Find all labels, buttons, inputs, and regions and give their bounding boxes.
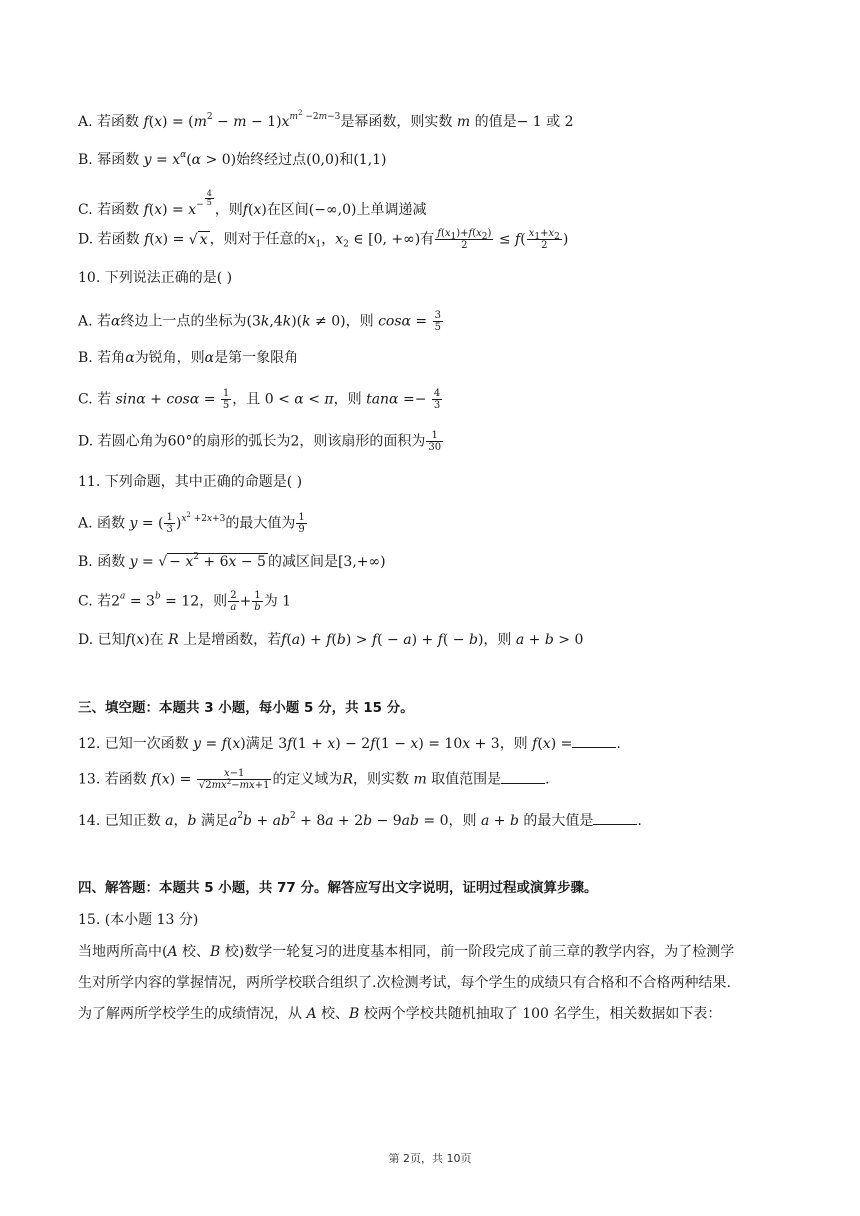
q11-stem: 11. 下列命题，其中正确的命题是( ) bbox=[78, 474, 303, 490]
page-footer: 第 2页，共 10页 bbox=[388, 1152, 472, 1165]
q15-title: 15. (本小题 13 分) bbox=[78, 912, 199, 928]
q13-answer-blank bbox=[501, 769, 545, 784]
q9-option-b: B. 幂函数 $y = x^\alpha(\alpha > 0)$始终经过点(0,0)和(1,1) bbox=[78, 150, 387, 168]
q13: 13. 若函数 f(x) = $\frac{x-1}{√2mx^2-mx+1}$ 的定义域为R，则实数 m 取值范围是 . bbox=[78, 768, 550, 791]
q9-option-d: D. 若函数 f(x) = √ x ，则对于任意的$x_1$，$x_2$ ∈ [0, +∞)有 $\frac{f(x_1)+f(x_2)}{2}$ ≤ f( $\frac{x_1+x_2}{2}$ ) bbox=[78, 228, 569, 251]
q9-option-a: A. 若函数 $f(x) = (m^2 - m - 1)x^{m^2 -2m-3}$是幂函数，则实数 m 的值是− 1 或 2 bbox=[78, 109, 574, 130]
q10-stem: 10. 下列说法正确的是( ) bbox=[78, 270, 233, 286]
q15-line-2: 生对所学内容的掌握情况，两所学校联合组织了.次检测考试，每个学生的成绩只有合格和不合格两种结果. bbox=[78, 975, 731, 991]
q10-option-c: C. 若 sinα + cosα = $\frac{1}{5}$ ，且 0 < α < π，则 tanα =− $\frac{4}{3}$ bbox=[78, 388, 441, 411]
q10-option-b: B. 若角α为锐角，则α是第一象限角 bbox=[78, 350, 299, 366]
q15-line-3: 为了解两所学校学生的成绩情况，从 A 校、B 校两个学校共随机抽取了 100 名学生，相关数据如下表： bbox=[78, 1006, 722, 1022]
section-3-heading: 三、填空题：本题共 3 小题，每小题 5 分，共 15 分。 bbox=[78, 700, 414, 716]
q10-option-d: D. 若圆心角为60°的扇形的弧长为2，则该扇形的面积为 $\frac{1}{30}$ bbox=[78, 430, 442, 453]
q12: 12. 已知一次函数 y = f(x)满足 3f(1 + x) − 2f(1 − x) = 10x + 3，则 f(x) = . bbox=[78, 733, 621, 754]
q9-option-c: C. 若函数 $f(x) = x^{- \frac{4}{5}}$ ，则f(x)在区间(−∞,0)上单调递减 bbox=[78, 189, 427, 218]
q11-option-b: B. 函数 y = √ − $x^2 + 6x - 5$ 的减区间是[3,+∞) bbox=[78, 552, 386, 570]
q15-line-1: 当地两所高中(A 校、B 校)数学一轮复习的进度基本相同，前一阶段完成了前三章的教学内容，为了检测学 bbox=[78, 944, 735, 960]
q10-option-a: A. 若α终边上一点的坐标为(3k,4k)(k ≠ 0)，则 cosα = $\frac{3}{5}$ bbox=[78, 310, 441, 333]
section-4-heading: 四、解答题：本题共 5 小题，共 77 分。解答应写出文字说明，证明过程或演算步骤。 bbox=[78, 880, 598, 896]
q12-answer-blank bbox=[572, 733, 616, 748]
q11-option-c: C. 若$2^a = 3^b = 12$，则 $\frac{2}{a}$ + $\frac{1}{b}$ 为 1 bbox=[78, 590, 292, 613]
q14: 14. 已知正数 a，b 满足$a^2b + ab^2 + 8a + 2b - 9ab = 0$，则 a + b 的最大值是 . bbox=[78, 811, 642, 829]
q11-option-a: A. 函数 y = ( $\frac{1}{3}$ )$^{x^2 +2x+3}$的最大值为 $\frac{1}{9}$ bbox=[78, 510, 305, 535]
q15-body bbox=[78, 937, 778, 1030]
q11-option-d: D. 已知f(x)在 R 上是增函数，若f(a) + f(b) > f( − a) + f( − b)，则 a + b > 0 bbox=[78, 632, 584, 648]
q14-answer-blank bbox=[593, 810, 637, 825]
